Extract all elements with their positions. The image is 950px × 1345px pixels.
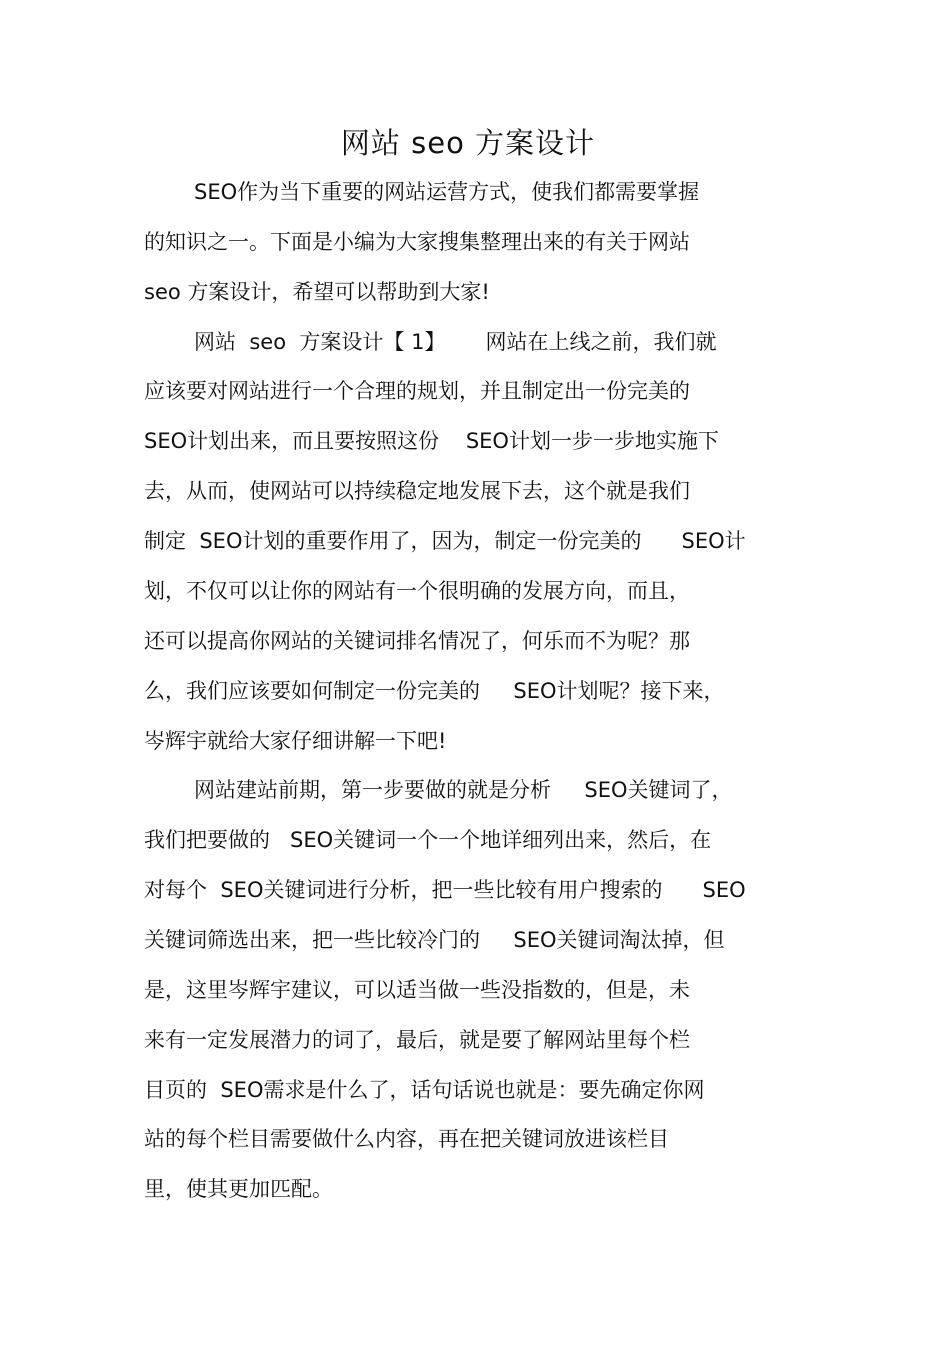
paragraph-line: 是，这里岑辉宇建议，可以适当做一些没指数的，但是，未: [144, 978, 690, 1002]
paragraph-line: 站的每个栏目需要做什么内容，再在把关键词放进该栏目: [144, 1127, 669, 1151]
paragraph-line: 网站建站前期，第一步要做的就是分析 SEO关键词了，: [194, 778, 733, 802]
paragraph-line: 划，不仅可以让你的网站有一个很明确的发展方向，而且，: [144, 579, 690, 603]
paragraph-line: 关键词筛选出来，把一些比较冷门的 SEO关键词淘汰掉，但: [144, 928, 725, 952]
paragraph-line: 网站 seo 方案设计【 1】 网站在上线之前，我们就: [194, 330, 717, 354]
paragraph-line: 岑辉宇就给大家仔细讲解一下吧!: [144, 729, 447, 753]
paragraph-line: 制定 SEO计划的重要作用了，因为，制定一份完美的 SEO计: [144, 529, 746, 553]
paragraph-line: 么，我们应该要如何制定一份完美的 SEO计划呢？接下来，: [144, 679, 725, 703]
paragraph-line: SEO计划出来，而且要按照这份 SEO计划一步一步地实施下: [144, 429, 719, 453]
paragraph-line: seo 方案设计，希望可以帮助到大家!: [144, 280, 490, 304]
paragraph-line: 我们把要做的 SEO关键词一个一个地详细列出来，然后，在: [144, 828, 712, 852]
paragraph-line: 应该要对网站进行一个合理的规划，并且制定出一份完美的: [144, 379, 690, 403]
paragraph-line: 去，从而，使网站可以持续稳定地发展下去，这个就是我们: [144, 479, 690, 503]
paragraph-line: 还可以提高你网站的关键词排名情况了，何乐而不为呢？那: [144, 629, 690, 653]
paragraph-line: 来有一定发展潜力的词了，最后，就是要了解网站里每个栏: [144, 1028, 690, 1052]
paragraph-line: 里，使其更加匹配。: [144, 1177, 333, 1201]
paragraph-line: SEO作为当下重要的网站运营方式，使我们都需要掌握: [194, 180, 700, 204]
paragraph-line: 对每个 SEO关键词进行分析，把一些比较有用户搜索的 SEO: [144, 878, 746, 902]
paragraph-line: 的知识之一。下面是小编为大家搜集整理出来的有关于网站: [144, 230, 690, 254]
paragraph-line: 目页的 SEO需求是什么了，话句话说也就是：要先确定你网: [144, 1078, 705, 1102]
document-title: 网站 seo 方案设计: [340, 126, 596, 160]
